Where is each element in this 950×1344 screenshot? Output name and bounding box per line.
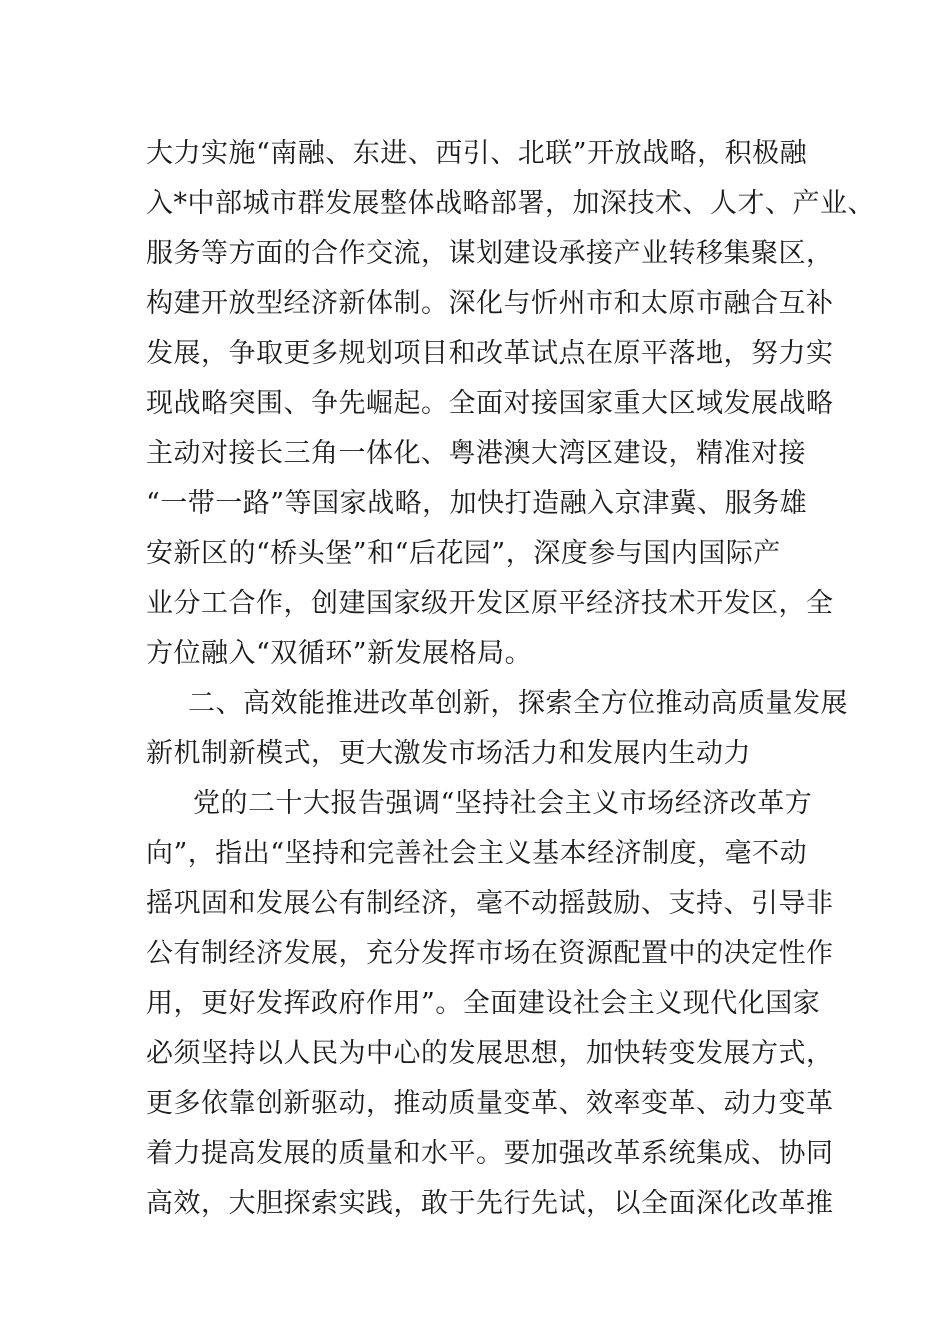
text-line: 向”，指出“坚持和完善社会主义基本经济制度，毫不动 <box>146 838 808 869</box>
text-line: 主动对接长三角一体化、粤港澳大湾区建设，精准对接 <box>146 438 806 469</box>
text-line: 更多依靠创新驱动，推动质量变革、效率变革、动力变革 <box>146 1088 834 1119</box>
text-line: 公有制经济发展，充分发挥市场在资源配置中的决定性作 <box>146 938 834 969</box>
text-line: 现战略突围、争先崛起。全面对接国家重大区域发展战略 <box>146 388 834 419</box>
text-line: 构建开放型经济新体制。深化与忻州市和太原市融合互补 <box>146 288 834 319</box>
text-line: “一带一路”等国家战略，加快打造融入京津冀、服务雄 <box>146 488 808 519</box>
text-line: 大力实施“南融、东进、西引、北联”开放战略，积极融 <box>146 138 808 169</box>
text-line: 业分工合作，创建国家级开发区原平经济技术开发区，全 <box>146 588 834 619</box>
text-line: 党的二十大报告强调“坚持社会主义市场经济改革方 <box>193 788 813 819</box>
text-line: 服务等方面的合作交流，谋划建设承接产业转移集聚区， <box>146 238 834 269</box>
heading-line: 二、高效能推进改革创新，探索全方位推动高质量发展 <box>188 688 848 719</box>
text-line: 高效，大胆探索实践，敢于先行先试，以全面深化改革推 <box>146 1188 834 1219</box>
text-line: 摇巩固和发展公有制经济，毫不动摇鼓励、支持、引导非 <box>146 888 834 919</box>
text-line: 必须坚持以人民为中心的发展思想，加快转变发展方式， <box>146 1038 834 1069</box>
text-line: 着力提高发展的质量和水平。要加强改革系统集成、协同 <box>146 1138 834 1169</box>
text-line: 安新区的“桥头堡”和“后花园”，深度参与国内国际产 <box>146 538 781 569</box>
text-line: 方位融入“双循环”新发展格局。 <box>146 638 533 669</box>
text-line: 入*中部城市群发展整体战略部署，加深技术、人才、产业、 <box>146 188 875 219</box>
text-line: 发展，争取更多规划项目和改革试点在原平落地，努力实 <box>146 338 834 369</box>
heading-line: 新机制新模式，更大激发市场活力和发展内生动力 <box>146 738 751 769</box>
text-line: 用，更好发挥政府作用”。全面建设社会主义现代化国家 <box>146 988 821 1019</box>
